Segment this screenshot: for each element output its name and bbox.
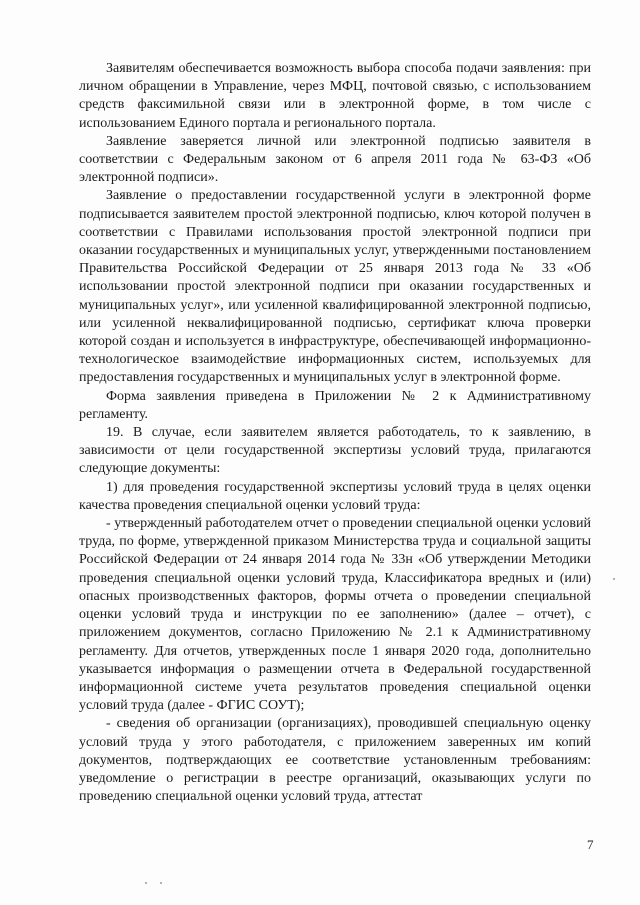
paragraph-subitem-1: 1) для проведения государственной экспертизы условий труда в целях оценки качества проведения специальной оценки условий труда: — [79, 479, 591, 513]
paragraph-signature: Заявление заверяется личной или электронной подписью заявителя в соответствии с Федеральным законом от 6 апреля 2011 года № 63-ФЗ «Об электронной подписи». — [79, 133, 591, 186]
paragraph-submission-methods: Заявителям обеспечивается возможность выбора способа подачи заявления: при личном обращении в Управление, через МФЦ, почтовой связью, с использованием средств факсимильной связи или в электронной форме, в том числе с использованием Единого портала и регионального портала. — [79, 61, 591, 131]
paragraph-organization-info: - сведения об организации (организациях), проводившей специальную оценку условий труда у этого работодателя, с приложением заверенных им копий документов, подтверждающих ее соответствие установленным требованиям: уведомление о регистрации в реестре организаций, оказывающих услуги по проведению специальной оценки условий труда, аттестат — [79, 716, 591, 805]
document-body — [79, 60, 591, 806]
scan-speck — [145, 882, 147, 884]
paragraph-report: - утвержденный работодателем отчет о проведении специальной оценки условий труда, по форме, утвержденной приказом Министерства труда и социальной защиты Российской Федерации от 24 января 2014 года № 33н «Об утверждении Методики проведения специальной оценки условий труда, Классификатора вредных и (или) опасных производственных факторов, формы отчета о проведении специальной оценки условий труда и инструкции по ее заполнению» (далее – отчет), с приложением документов, согласно Приложению № 2.1 к Административному регламенту. Для отчетов, утвержденных после 1 января 2020 года, дополнительно указывается информация о размещении отчета в Федеральной государственной информационной системе учета результатов проведения специальной оценки условий труда (далее - ФГИС СОУТ); — [79, 516, 591, 714]
page-number: 7 — [587, 837, 594, 852]
paragraph-application-form: Форма заявления приведена в Приложении № 2 к Административному регламенту. — [79, 388, 591, 422]
scan-speck — [613, 578, 615, 580]
paragraph-electronic-signature: Заявление о предоставлении государственной услуги в электронной форме подписывается заявителем простой электронной подписью, ключ которой получен в соответствии с Правилами использования простой электронной подписи при оказании государственных и муниципальных услуг, утвержденными постановлением Правительства Российской Федерации от 25 января 2013 года № 33 «Об использовании простой электронной подписи при оказании государственных и муниципальных услуг», или усиленной квалифицированной электронной подписью, или усиленной неквалифицированной подписью, сертификат ключа проверки которой создан и используется в инфраструктуре, обеспечивающей информационно-технологическое взаимодействие информационных систем, используемых для предоставления государственных и муниципальных услуг в электронной форме. — [79, 188, 591, 386]
scan-speck — [160, 882, 162, 884]
paragraph-item-19: 19. В случае, если заявителем является работодатель, то к заявлению, в зависимости от цели государственной экспертизы условий труда, прилагаются следующие документы: — [79, 425, 591, 477]
